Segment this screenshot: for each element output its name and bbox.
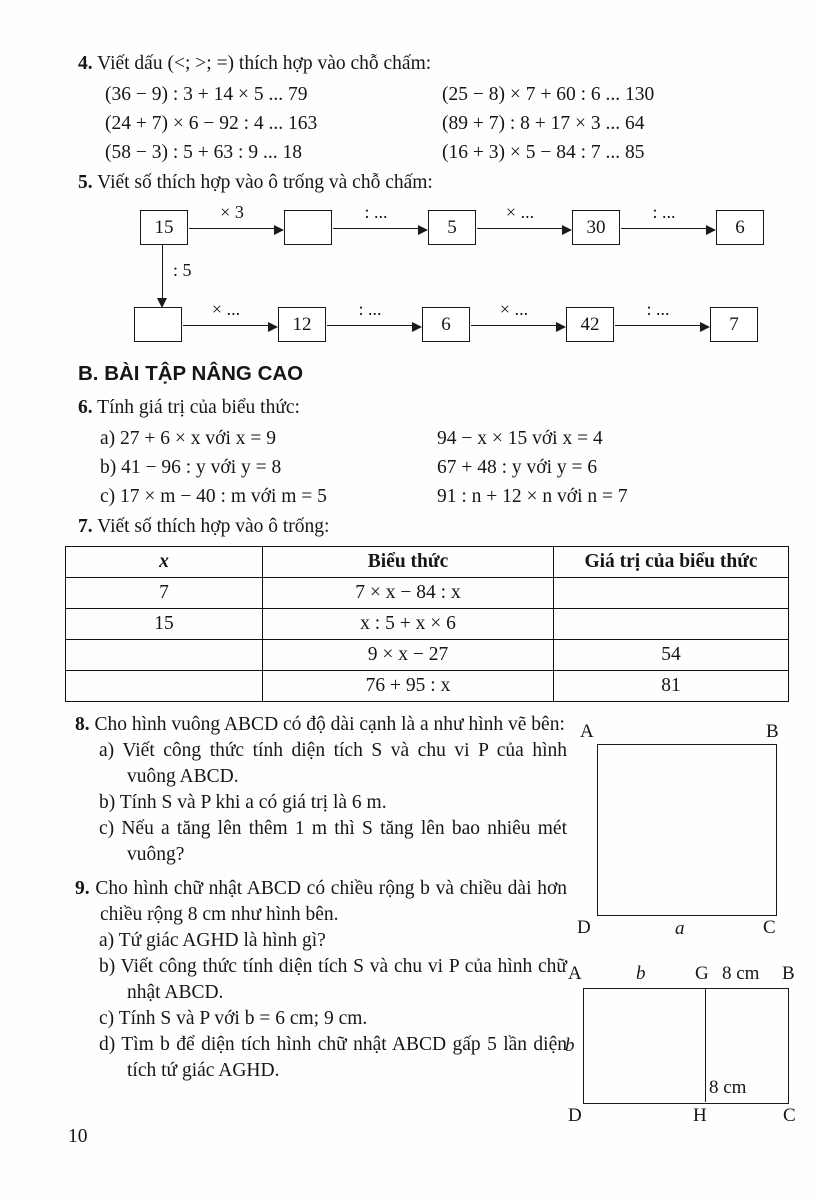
problem-intro-text: Cho hình vuông ABCD có độ dài cạnh là a như hình vẽ bên: (94, 714, 565, 735)
operation-label: : ... (364, 202, 388, 222)
expression-right: (16 + 3) × 5 − 84 : 7 ... 85 (442, 142, 645, 163)
operation-label: × ... (211, 299, 241, 319)
operation-label: × ... (505, 202, 535, 222)
expression-table (65, 546, 789, 702)
expression-row (60, 80, 789, 109)
top-side-label-8cm: 8 cm (722, 963, 760, 984)
down-arrow-line (162, 245, 163, 299)
vertex-label-d: D (568, 1105, 582, 1126)
expression-row (60, 109, 789, 138)
problem-7 (60, 513, 789, 702)
problem-8-item-c: c) Nếu a tăng lên thêm 1 m thì S tăng lên bao nhiêu mét vuông? (99, 818, 567, 865)
expression-left: c) 17 × m − 40 : m với m = 5 (100, 486, 327, 507)
operation-label: : ... (652, 202, 676, 222)
problem-9-item-d: d) Tìm b để diện tích hình chữ nhật ABCD gấp 5 lần diện tích tứ giác AGHD. (99, 1034, 567, 1081)
problem-8-item-a: a) Viết công thức tính diện tích S và chu vi P của hình vuông ABCD. (99, 740, 567, 787)
cell-x (66, 671, 263, 702)
problem-9-intro (75, 876, 567, 928)
problem-9-item-b: b) Viết công thức tính diện tích S và chu vi P của hình chữ nhật ABCD. (99, 956, 567, 1003)
vertex-label-h: H (693, 1105, 707, 1126)
vertex-label-c: C (783, 1105, 796, 1126)
expression-right: 91 : n + 12 × n với n = 7 (437, 486, 628, 507)
expression-row (60, 424, 789, 453)
page-number: 10 (68, 1126, 88, 1147)
problem-number: 5. (78, 172, 93, 193)
expression-left: (36 − 9) : 3 + 14 × 5 ... 79 (105, 84, 308, 105)
table-header-value: Giá trị của biểu thức (554, 547, 789, 578)
side-label-a: a (675, 918, 685, 939)
expression-right: (25 − 8) × 7 + 60 : 6 ... 130 (442, 84, 655, 105)
expression-row (60, 138, 789, 167)
problem-9-item-c: c) Tính S và P với b = 6 cm; 9 cm. (99, 1008, 368, 1029)
vertex-label-b: B (766, 721, 779, 742)
expression-left: (24 + 7) × 6 − 92 : 4 ... 163 (105, 113, 318, 134)
right-arrow (326, 297, 422, 342)
right-arrow (476, 200, 572, 245)
operation-label: × 3 (220, 202, 244, 222)
chain-box-empty (284, 210, 332, 245)
problem-title: Tính giá trị của biểu thức: (97, 397, 300, 418)
problem-number: 6. (78, 397, 93, 418)
section-b-header: B. BÀI TẬP NÂNG CAO (78, 362, 304, 385)
cell-expression: x : 5 + x × 6 (263, 609, 554, 640)
expression-row (60, 453, 789, 482)
chain-box: 6 (422, 307, 470, 342)
problem-number: 4. (78, 53, 93, 74)
cell-x: 7 (66, 578, 263, 609)
operation-label: × ... (499, 299, 529, 319)
inner-label-8cm: 8 cm (709, 1077, 747, 1098)
right-arrow (188, 200, 284, 245)
problem-7-heading (78, 513, 789, 540)
rectangle-outline (583, 988, 789, 1104)
cell-value: 81 (554, 671, 789, 702)
problem-title: Viết số thích hợp vào ô trống: (97, 516, 330, 537)
table-header-x: x (66, 547, 263, 578)
table-row (66, 640, 789, 671)
problem-number: 9. (75, 878, 90, 899)
problem-6-heading (78, 394, 789, 421)
square-outline (597, 744, 777, 916)
chain-box: 42 (566, 307, 614, 342)
expression-row (60, 482, 789, 511)
problem-8-item-b: b) Tính S và P khi a có giá trị là 6 m. (99, 792, 387, 813)
segment-gh (705, 988, 706, 1102)
chain-row-1 (140, 200, 764, 245)
problem-5 (60, 169, 789, 350)
vertex-label-d: D (577, 917, 591, 938)
problem-4-heading (78, 50, 789, 77)
operation-label: : 5 (173, 260, 192, 280)
right-arrow (182, 297, 278, 342)
table-row (66, 609, 789, 640)
expression-left: (58 − 3) : 5 + 63 : 9 ... 18 (105, 142, 302, 163)
operation-label: : ... (358, 299, 382, 319)
chain-box: 15 (140, 210, 188, 245)
cell-value: 54 (554, 640, 789, 671)
vertex-label-g: G (695, 963, 709, 984)
right-arrow (614, 297, 710, 342)
right-arrow (470, 297, 566, 342)
cell-expression: 76 + 95 : x (263, 671, 554, 702)
problem-6 (60, 394, 789, 511)
vertex-label-b: B (782, 963, 795, 984)
cell-value (554, 609, 789, 640)
problem-8-intro (75, 712, 567, 738)
problem-8 (75, 712, 567, 868)
vertex-label-a: A (568, 963, 582, 984)
problem-9-item-a: a) Tứ giác AGHD là hình gì? (99, 930, 326, 951)
problem-title: Viết số thích hợp vào ô trống và chỗ chấm: (97, 172, 433, 193)
table-row (66, 671, 789, 702)
problem-number: 7. (78, 516, 93, 537)
cell-x (66, 640, 263, 671)
table-row (66, 578, 789, 609)
cell-expression: 7 × x − 84 : x (263, 578, 554, 609)
expression-right: 94 − x × 15 với x = 4 (437, 428, 603, 449)
square-figure (570, 722, 786, 944)
problem-4 (60, 50, 789, 167)
chain-box-empty (134, 307, 182, 342)
expression-right: 67 + 48 : y với y = 6 (437, 457, 598, 478)
expression-left: b) 41 − 96 : y với y = 8 (100, 457, 282, 478)
problem-intro-text: Cho hình chữ nhật ABCD có chiều rộng b và chiều dài hơn chiều rộng 8 cm như hình bên. (95, 878, 568, 925)
chain-box: 30 (572, 210, 620, 245)
expression-left: a) 27 + 6 × x với x = 9 (100, 428, 276, 449)
cell-x: 15 (66, 609, 263, 640)
right-arrow (332, 200, 428, 245)
problem-5-heading (78, 169, 789, 196)
table-header-expression: Biểu thức (263, 547, 554, 578)
top-side-label-b: b (636, 963, 646, 984)
problem-9 (75, 876, 567, 1084)
chain-box: 7 (710, 307, 758, 342)
chain-box: 5 (428, 210, 476, 245)
table-header-row (66, 547, 789, 578)
expression-right: (89 + 7) : 8 + 17 × 3 ... 64 (442, 113, 645, 134)
vertex-label-a: A (580, 721, 594, 742)
cell-expression: 9 × x − 27 (263, 640, 554, 671)
operation-label: : ... (646, 299, 670, 319)
number-chain-diagram (60, 200, 789, 350)
left-side-label-b: b (565, 1035, 575, 1056)
chain-row-2 (134, 297, 758, 342)
chain-box: 12 (278, 307, 326, 342)
problem-title: Viết dấu (<; >; =) thích hợp vào chỗ chấm: (97, 53, 432, 74)
problem-number: 8. (75, 714, 90, 735)
rectangle-figure (562, 962, 798, 1132)
vertex-label-c: C (763, 917, 776, 938)
right-arrow (620, 200, 716, 245)
chain-box: 6 (716, 210, 764, 245)
cell-value (554, 578, 789, 609)
